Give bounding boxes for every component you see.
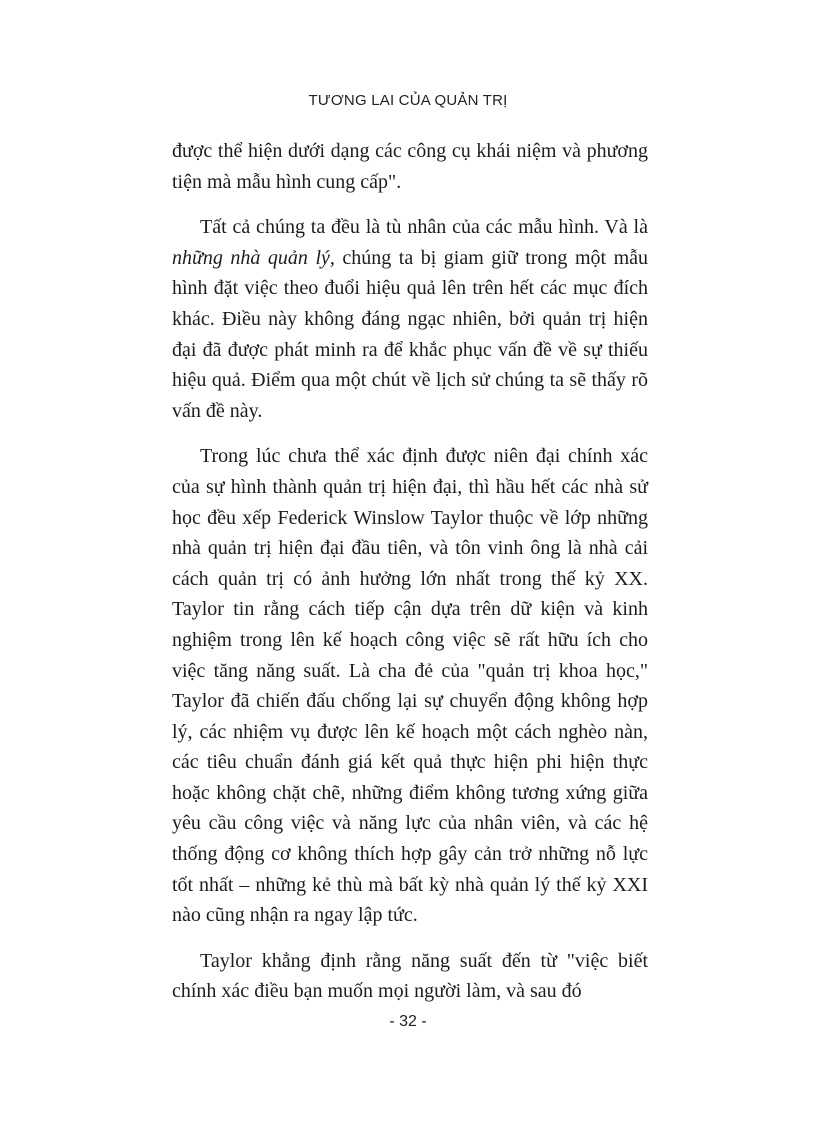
paragraph-prisoners-of-paradigms [172, 212, 648, 426]
italic-phrase: những nhà quản lý, [172, 246, 335, 269]
paragraph-taylor-productivity: Taylor khẳng định rằng năng suất đến từ "việc biết chính xác điều bạn muốn mọi người làm, và sau đó [172, 949, 648, 1003]
paragraph-text: chúng ta bị giam giữ trong một mẫu hình đặt việc theo đuổi hiệu quả lên trên hết các mục đích khác. Điều này không đáng ngạc nhiên, bởi quản trị hiện đại đã được phát minh ra để khắc phục vấn đề về sự thiếu hiệu quả. Điểm qua một chút về lịch sử chúng ta sẽ thấy rõ vấn đề này. [172, 246, 648, 422]
paragraph-taylor-history: Trong lúc chưa thể xác định được niên đại chính xác của sự hình thành quản trị hiện đại, thì hầu hết các nhà sử học đều xếp Federick Winslow Taylor thuộc về lớp những nhà quản trị hiện đại đầu tiên, và tôn vinh ông là nhà cải cách quản trị có ảnh hưởng lớn nhất trong thế kỷ XX. Taylor tin rằng cách tiếp cận dựa trên dữ kiện và kinh nghiệm trong lên kế hoạch công việc sẽ rất hữu ích cho việc tăng năng suất. Là cha đẻ của "quản trị khoa học," Taylor đã chiến đấu chống lại sự chuyển động không hợp lý, các nhiệm vụ được lên kế hoạch một cách nghèo nàn, các tiêu chuẩn đánh giá kết quả thực hiện phi hiện thực hoặc không chặt chẽ, những điểm không tương xứng giữa yêu cầu công việc và năng lực của nhân viên, và các hệ thống động cơ không thích hợp gây cản trở những nỗ lực tốt nhất – những kẻ thù mà bất kỳ nhà quản lý thế kỷ XXI nào cũng nhận ra ngay lập tức. [172, 445, 648, 927]
page-number: - 32 - [389, 1013, 427, 1030]
running-header: TƯƠNG LAI CỦA QUẢN TRỊ [308, 92, 508, 109]
paragraph-continued: được thể hiện dưới dạng các công cụ khái niệm và phương tiện mà mẫu hình cung cấp". [172, 140, 648, 193]
paragraph-text: Tất cả chúng ta đều là tù nhân của các mẫu hình. Và là [200, 216, 648, 239]
body-text [172, 136, 648, 1022]
